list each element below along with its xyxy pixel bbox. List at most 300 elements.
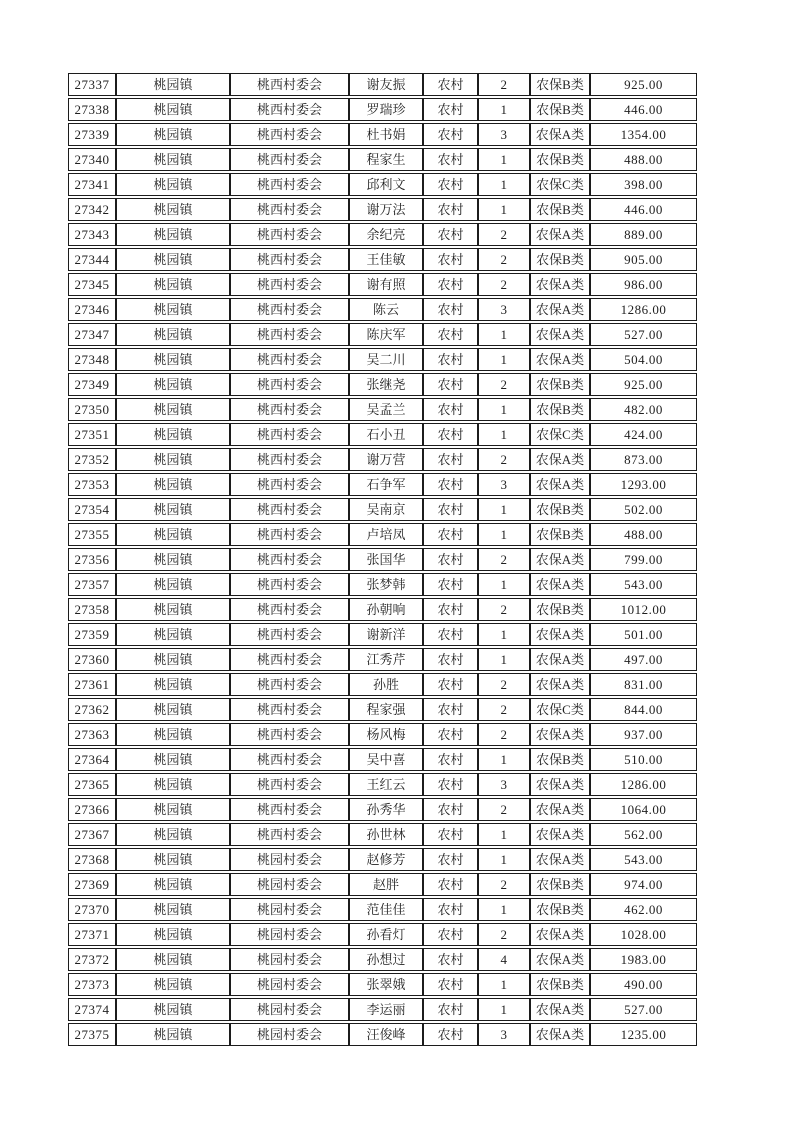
village-committee-cell: 桃西村委会 bbox=[230, 373, 349, 396]
table-row bbox=[68, 698, 697, 721]
table-row bbox=[68, 923, 697, 946]
person-count-cell: 1 bbox=[478, 323, 530, 346]
village-committee-cell: 桃园村委会 bbox=[230, 973, 349, 996]
town-cell: 桃园镇 bbox=[116, 223, 230, 246]
amount-cell: 510.00 bbox=[590, 748, 697, 771]
village-committee-cell: 桃西村委会 bbox=[230, 73, 349, 96]
amount-cell: 937.00 bbox=[590, 723, 697, 746]
person-count-cell: 1 bbox=[478, 98, 530, 121]
record-id-cell: 27359 bbox=[68, 623, 116, 646]
record-id-cell: 27374 bbox=[68, 998, 116, 1021]
name-cell: 孙胜 bbox=[349, 673, 423, 696]
residence-type-cell: 农村 bbox=[423, 123, 478, 146]
person-count-cell: 1 bbox=[478, 998, 530, 1021]
name-cell: 卢培凤 bbox=[349, 523, 423, 546]
town-cell: 桃园镇 bbox=[116, 498, 230, 521]
record-id-cell: 27346 bbox=[68, 298, 116, 321]
village-committee-cell: 桃西村委会 bbox=[230, 598, 349, 621]
town-cell: 桃园镇 bbox=[116, 623, 230, 646]
amount-cell: 1354.00 bbox=[590, 123, 697, 146]
name-cell: 王佳敏 bbox=[349, 248, 423, 271]
insurance-category-cell: 农保A类 bbox=[530, 273, 590, 296]
person-count-cell: 2 bbox=[478, 723, 530, 746]
table-row bbox=[68, 598, 697, 621]
person-count-cell: 3 bbox=[478, 1023, 530, 1046]
town-cell: 桃园镇 bbox=[116, 648, 230, 671]
residence-type-cell: 农村 bbox=[423, 173, 478, 196]
town-cell: 桃园镇 bbox=[116, 173, 230, 196]
insurance-category-cell: 农保B类 bbox=[530, 748, 590, 771]
village-committee-cell: 桃园村委会 bbox=[230, 948, 349, 971]
amount-cell: 446.00 bbox=[590, 198, 697, 221]
record-id-cell: 27361 bbox=[68, 673, 116, 696]
town-cell: 桃园镇 bbox=[116, 848, 230, 871]
village-committee-cell: 桃西村委会 bbox=[230, 398, 349, 421]
table-row bbox=[68, 73, 697, 96]
name-cell: 孙朝响 bbox=[349, 598, 423, 621]
name-cell: 石争军 bbox=[349, 473, 423, 496]
table-row bbox=[68, 123, 697, 146]
record-id-cell: 27345 bbox=[68, 273, 116, 296]
record-id-cell: 27342 bbox=[68, 198, 116, 221]
residence-type-cell: 农村 bbox=[423, 873, 478, 896]
town-cell: 桃园镇 bbox=[116, 698, 230, 721]
insurance-category-cell: 农保C类 bbox=[530, 423, 590, 446]
record-id-cell: 27344 bbox=[68, 248, 116, 271]
amount-cell: 482.00 bbox=[590, 398, 697, 421]
insurance-category-cell: 农保B类 bbox=[530, 398, 590, 421]
name-cell: 王红云 bbox=[349, 773, 423, 796]
insurance-category-cell: 农保B类 bbox=[530, 973, 590, 996]
name-cell: 孙想过 bbox=[349, 948, 423, 971]
residence-type-cell: 农村 bbox=[423, 348, 478, 371]
amount-cell: 905.00 bbox=[590, 248, 697, 271]
insurance-category-cell: 农保B类 bbox=[530, 373, 590, 396]
amount-cell: 1293.00 bbox=[590, 473, 697, 496]
person-count-cell: 1 bbox=[478, 398, 530, 421]
table-row bbox=[68, 848, 697, 871]
name-cell: 余纪亮 bbox=[349, 223, 423, 246]
table-row bbox=[68, 823, 697, 846]
record-id-cell: 27371 bbox=[68, 923, 116, 946]
residence-type-cell: 农村 bbox=[423, 423, 478, 446]
record-id-cell: 27348 bbox=[68, 348, 116, 371]
record-id-cell: 27364 bbox=[68, 748, 116, 771]
insurance-category-cell: 农保A类 bbox=[530, 673, 590, 696]
village-committee-cell: 桃西村委会 bbox=[230, 698, 349, 721]
table-row bbox=[68, 98, 697, 121]
table-row bbox=[68, 423, 697, 446]
table-row bbox=[68, 523, 697, 546]
record-id-cell: 27372 bbox=[68, 948, 116, 971]
residence-type-cell: 农村 bbox=[423, 498, 478, 521]
table-row bbox=[68, 948, 697, 971]
person-count-cell: 2 bbox=[478, 923, 530, 946]
amount-cell: 844.00 bbox=[590, 698, 697, 721]
amount-cell: 543.00 bbox=[590, 573, 697, 596]
amount-cell: 490.00 bbox=[590, 973, 697, 996]
record-id-cell: 27350 bbox=[68, 398, 116, 421]
amount-cell: 799.00 bbox=[590, 548, 697, 571]
residence-type-cell: 农村 bbox=[423, 648, 478, 671]
record-id-cell: 27362 bbox=[68, 698, 116, 721]
roster-table-body bbox=[68, 73, 697, 1046]
person-count-cell: 1 bbox=[478, 423, 530, 446]
person-count-cell: 1 bbox=[478, 523, 530, 546]
insurance-category-cell: 农保A类 bbox=[530, 623, 590, 646]
amount-cell: 1012.00 bbox=[590, 598, 697, 621]
town-cell: 桃园镇 bbox=[116, 948, 230, 971]
record-id-cell: 27355 bbox=[68, 523, 116, 546]
name-cell: 孙看灯 bbox=[349, 923, 423, 946]
residence-type-cell: 农村 bbox=[423, 723, 478, 746]
record-id-cell: 27353 bbox=[68, 473, 116, 496]
village-committee-cell: 桃园村委会 bbox=[230, 1023, 349, 1046]
amount-cell: 1286.00 bbox=[590, 773, 697, 796]
insurance-category-cell: 农保B类 bbox=[530, 148, 590, 171]
amount-cell: 488.00 bbox=[590, 523, 697, 546]
table-row bbox=[68, 548, 697, 571]
town-cell: 桃园镇 bbox=[116, 823, 230, 846]
residence-type-cell: 农村 bbox=[423, 898, 478, 921]
person-count-cell: 1 bbox=[478, 173, 530, 196]
village-committee-cell: 桃西村委会 bbox=[230, 223, 349, 246]
record-id-cell: 27337 bbox=[68, 73, 116, 96]
person-count-cell: 1 bbox=[478, 498, 530, 521]
insurance-roster-table bbox=[68, 71, 697, 1048]
table-row bbox=[68, 398, 697, 421]
name-cell: 汪俊峰 bbox=[349, 1023, 423, 1046]
table-row bbox=[68, 773, 697, 796]
table-row bbox=[68, 648, 697, 671]
insurance-category-cell: 农保A类 bbox=[530, 923, 590, 946]
name-cell: 杨风梅 bbox=[349, 723, 423, 746]
town-cell: 桃园镇 bbox=[116, 148, 230, 171]
table-row bbox=[68, 673, 697, 696]
town-cell: 桃园镇 bbox=[116, 123, 230, 146]
insurance-category-cell: 农保A类 bbox=[530, 823, 590, 846]
insurance-category-cell: 农保A类 bbox=[530, 123, 590, 146]
insurance-category-cell: 农保A类 bbox=[530, 848, 590, 871]
amount-cell: 925.00 bbox=[590, 373, 697, 396]
residence-type-cell: 农村 bbox=[423, 223, 478, 246]
town-cell: 桃园镇 bbox=[116, 873, 230, 896]
record-id-cell: 27354 bbox=[68, 498, 116, 521]
town-cell: 桃园镇 bbox=[116, 98, 230, 121]
record-id-cell: 27373 bbox=[68, 973, 116, 996]
person-count-cell: 2 bbox=[478, 698, 530, 721]
insurance-category-cell: 农保C类 bbox=[530, 173, 590, 196]
table-row bbox=[68, 173, 697, 196]
amount-cell: 502.00 bbox=[590, 498, 697, 521]
person-count-cell: 2 bbox=[478, 598, 530, 621]
village-committee-cell: 桃西村委会 bbox=[230, 448, 349, 471]
person-count-cell: 1 bbox=[478, 348, 530, 371]
village-committee-cell: 桃西村委会 bbox=[230, 298, 349, 321]
amount-cell: 446.00 bbox=[590, 98, 697, 121]
residence-type-cell: 农村 bbox=[423, 998, 478, 1021]
residence-type-cell: 农村 bbox=[423, 973, 478, 996]
table-row bbox=[68, 223, 697, 246]
person-count-cell: 1 bbox=[478, 573, 530, 596]
person-count-cell: 1 bbox=[478, 648, 530, 671]
insurance-category-cell: 农保A类 bbox=[530, 348, 590, 371]
table-row bbox=[68, 348, 697, 371]
record-id-cell: 27339 bbox=[68, 123, 116, 146]
table-row bbox=[68, 498, 697, 521]
record-id-cell: 27351 bbox=[68, 423, 116, 446]
town-cell: 桃园镇 bbox=[116, 748, 230, 771]
record-id-cell: 27341 bbox=[68, 173, 116, 196]
town-cell: 桃园镇 bbox=[116, 898, 230, 921]
table-row bbox=[68, 798, 697, 821]
town-cell: 桃园镇 bbox=[116, 973, 230, 996]
record-id-cell: 27365 bbox=[68, 773, 116, 796]
village-committee-cell: 桃园村委会 bbox=[230, 898, 349, 921]
name-cell: 杜书娟 bbox=[349, 123, 423, 146]
person-count-cell: 1 bbox=[478, 623, 530, 646]
person-count-cell: 1 bbox=[478, 823, 530, 846]
table-row bbox=[68, 473, 697, 496]
amount-cell: 527.00 bbox=[590, 998, 697, 1021]
amount-cell: 488.00 bbox=[590, 148, 697, 171]
insurance-category-cell: 农保A类 bbox=[530, 323, 590, 346]
town-cell: 桃园镇 bbox=[116, 673, 230, 696]
residence-type-cell: 农村 bbox=[423, 748, 478, 771]
record-id-cell: 27352 bbox=[68, 448, 116, 471]
residence-type-cell: 农村 bbox=[423, 98, 478, 121]
name-cell: 陈庆军 bbox=[349, 323, 423, 346]
residence-type-cell: 农村 bbox=[423, 623, 478, 646]
town-cell: 桃园镇 bbox=[116, 248, 230, 271]
person-count-cell: 2 bbox=[478, 373, 530, 396]
residence-type-cell: 农村 bbox=[423, 798, 478, 821]
village-committee-cell: 桃西村委会 bbox=[230, 648, 349, 671]
residence-type-cell: 农村 bbox=[423, 548, 478, 571]
name-cell: 谢新洋 bbox=[349, 623, 423, 646]
name-cell: 范佳佳 bbox=[349, 898, 423, 921]
insurance-category-cell: 农保B类 bbox=[530, 873, 590, 896]
residence-type-cell: 农村 bbox=[423, 148, 478, 171]
name-cell: 谢有照 bbox=[349, 273, 423, 296]
person-count-cell: 1 bbox=[478, 973, 530, 996]
insurance-category-cell: 农保B类 bbox=[530, 198, 590, 221]
insurance-category-cell: 农保A类 bbox=[530, 798, 590, 821]
village-committee-cell: 桃西村委会 bbox=[230, 348, 349, 371]
residence-type-cell: 农村 bbox=[423, 573, 478, 596]
name-cell: 孙秀华 bbox=[349, 798, 423, 821]
name-cell: 陈云 bbox=[349, 298, 423, 321]
name-cell: 吴中喜 bbox=[349, 748, 423, 771]
name-cell: 罗瑞珍 bbox=[349, 98, 423, 121]
village-committee-cell: 桃园村委会 bbox=[230, 923, 349, 946]
insurance-category-cell: 农保A类 bbox=[530, 648, 590, 671]
town-cell: 桃园镇 bbox=[116, 348, 230, 371]
table-row bbox=[68, 898, 697, 921]
town-cell: 桃园镇 bbox=[116, 298, 230, 321]
table-row bbox=[68, 298, 697, 321]
person-count-cell: 2 bbox=[478, 248, 530, 271]
table-row bbox=[68, 323, 697, 346]
table-row bbox=[68, 248, 697, 271]
name-cell: 邱利文 bbox=[349, 173, 423, 196]
residence-type-cell: 农村 bbox=[423, 198, 478, 221]
record-id-cell: 27375 bbox=[68, 1023, 116, 1046]
residence-type-cell: 农村 bbox=[423, 823, 478, 846]
record-id-cell: 27363 bbox=[68, 723, 116, 746]
name-cell: 程家强 bbox=[349, 698, 423, 721]
record-id-cell: 27347 bbox=[68, 323, 116, 346]
name-cell: 程家生 bbox=[349, 148, 423, 171]
amount-cell: 986.00 bbox=[590, 273, 697, 296]
table-row bbox=[68, 723, 697, 746]
village-committee-cell: 桃西村委会 bbox=[230, 123, 349, 146]
village-committee-cell: 桃西村委会 bbox=[230, 173, 349, 196]
insurance-category-cell: 农保B类 bbox=[530, 598, 590, 621]
name-cell: 张翠娥 bbox=[349, 973, 423, 996]
insurance-category-cell: 农保B类 bbox=[530, 248, 590, 271]
residence-type-cell: 农村 bbox=[423, 398, 478, 421]
residence-type-cell: 农村 bbox=[423, 673, 478, 696]
person-count-cell: 1 bbox=[478, 198, 530, 221]
person-count-cell: 4 bbox=[478, 948, 530, 971]
record-id-cell: 27367 bbox=[68, 823, 116, 846]
table-row bbox=[68, 973, 697, 996]
record-id-cell: 27357 bbox=[68, 573, 116, 596]
record-id-cell: 27368 bbox=[68, 848, 116, 871]
town-cell: 桃园镇 bbox=[116, 273, 230, 296]
name-cell: 谢万法 bbox=[349, 198, 423, 221]
person-count-cell: 2 bbox=[478, 873, 530, 896]
village-committee-cell: 桃西村委会 bbox=[230, 523, 349, 546]
residence-type-cell: 农村 bbox=[423, 323, 478, 346]
record-id-cell: 27356 bbox=[68, 548, 116, 571]
insurance-category-cell: 农保A类 bbox=[530, 998, 590, 1021]
village-committee-cell: 桃西村委会 bbox=[230, 573, 349, 596]
village-committee-cell: 桃西村委会 bbox=[230, 723, 349, 746]
insurance-category-cell: 农保B类 bbox=[530, 523, 590, 546]
amount-cell: 1064.00 bbox=[590, 798, 697, 821]
amount-cell: 497.00 bbox=[590, 648, 697, 671]
amount-cell: 1286.00 bbox=[590, 298, 697, 321]
town-cell: 桃园镇 bbox=[116, 773, 230, 796]
name-cell: 吴二川 bbox=[349, 348, 423, 371]
town-cell: 桃园镇 bbox=[116, 398, 230, 421]
residence-type-cell: 农村 bbox=[423, 473, 478, 496]
insurance-category-cell: 农保A类 bbox=[530, 548, 590, 571]
record-id-cell: 27338 bbox=[68, 98, 116, 121]
table-row bbox=[68, 373, 697, 396]
name-cell: 李运丽 bbox=[349, 998, 423, 1021]
town-cell: 桃园镇 bbox=[116, 798, 230, 821]
residence-type-cell: 农村 bbox=[423, 73, 478, 96]
table-row bbox=[68, 198, 697, 221]
residence-type-cell: 农村 bbox=[423, 923, 478, 946]
residence-type-cell: 农村 bbox=[423, 948, 478, 971]
amount-cell: 1983.00 bbox=[590, 948, 697, 971]
person-count-cell: 2 bbox=[478, 73, 530, 96]
person-count-cell: 1 bbox=[478, 898, 530, 921]
town-cell: 桃园镇 bbox=[116, 73, 230, 96]
residence-type-cell: 农村 bbox=[423, 773, 478, 796]
town-cell: 桃园镇 bbox=[116, 923, 230, 946]
town-cell: 桃园镇 bbox=[116, 373, 230, 396]
person-count-cell: 1 bbox=[478, 848, 530, 871]
name-cell: 张国华 bbox=[349, 548, 423, 571]
insurance-category-cell: 农保B类 bbox=[530, 98, 590, 121]
name-cell: 谢友振 bbox=[349, 73, 423, 96]
village-committee-cell: 桃园村委会 bbox=[230, 998, 349, 1021]
name-cell: 江秀芹 bbox=[349, 648, 423, 671]
record-id-cell: 27340 bbox=[68, 148, 116, 171]
town-cell: 桃园镇 bbox=[116, 573, 230, 596]
table-row bbox=[68, 448, 697, 471]
amount-cell: 527.00 bbox=[590, 323, 697, 346]
amount-cell: 543.00 bbox=[590, 848, 697, 871]
village-committee-cell: 桃西村委会 bbox=[230, 423, 349, 446]
village-committee-cell: 桃西村委会 bbox=[230, 548, 349, 571]
town-cell: 桃园镇 bbox=[116, 998, 230, 1021]
residence-type-cell: 农村 bbox=[423, 1023, 478, 1046]
amount-cell: 504.00 bbox=[590, 348, 697, 371]
insurance-category-cell: 农保A类 bbox=[530, 473, 590, 496]
table-row bbox=[68, 998, 697, 1021]
village-committee-cell: 桃西村委会 bbox=[230, 148, 349, 171]
amount-cell: 462.00 bbox=[590, 898, 697, 921]
amount-cell: 925.00 bbox=[590, 73, 697, 96]
amount-cell: 974.00 bbox=[590, 873, 697, 896]
name-cell: 石小丑 bbox=[349, 423, 423, 446]
table-row bbox=[68, 1023, 697, 1046]
person-count-cell: 3 bbox=[478, 773, 530, 796]
table-row bbox=[68, 873, 697, 896]
village-committee-cell: 桃西村委会 bbox=[230, 473, 349, 496]
amount-cell: 1028.00 bbox=[590, 923, 697, 946]
table-row bbox=[68, 148, 697, 171]
village-committee-cell: 桃西村委会 bbox=[230, 773, 349, 796]
insurance-category-cell: 农保A类 bbox=[530, 723, 590, 746]
village-committee-cell: 桃西村委会 bbox=[230, 323, 349, 346]
person-count-cell: 2 bbox=[478, 548, 530, 571]
table-row bbox=[68, 573, 697, 596]
name-cell: 赵修芳 bbox=[349, 848, 423, 871]
amount-cell: 831.00 bbox=[590, 673, 697, 696]
insurance-category-cell: 农保A类 bbox=[530, 573, 590, 596]
town-cell: 桃园镇 bbox=[116, 1023, 230, 1046]
record-id-cell: 27366 bbox=[68, 798, 116, 821]
insurance-category-cell: 农保A类 bbox=[530, 773, 590, 796]
amount-cell: 501.00 bbox=[590, 623, 697, 646]
town-cell: 桃园镇 bbox=[116, 473, 230, 496]
person-count-cell: 2 bbox=[478, 273, 530, 296]
insurance-category-cell: 农保B类 bbox=[530, 898, 590, 921]
village-committee-cell: 桃西村委会 bbox=[230, 823, 349, 846]
insurance-category-cell: 农保B类 bbox=[530, 498, 590, 521]
record-id-cell: 27370 bbox=[68, 898, 116, 921]
name-cell: 孙世林 bbox=[349, 823, 423, 846]
village-committee-cell: 桃西村委会 bbox=[230, 673, 349, 696]
insurance-category-cell: 农保B类 bbox=[530, 73, 590, 96]
name-cell: 吴南京 bbox=[349, 498, 423, 521]
insurance-category-cell: 农保C类 bbox=[530, 698, 590, 721]
town-cell: 桃园镇 bbox=[116, 448, 230, 471]
amount-cell: 398.00 bbox=[590, 173, 697, 196]
village-committee-cell: 桃西村委会 bbox=[230, 798, 349, 821]
amount-cell: 873.00 bbox=[590, 448, 697, 471]
town-cell: 桃园镇 bbox=[116, 423, 230, 446]
record-id-cell: 27369 bbox=[68, 873, 116, 896]
person-count-cell: 2 bbox=[478, 673, 530, 696]
